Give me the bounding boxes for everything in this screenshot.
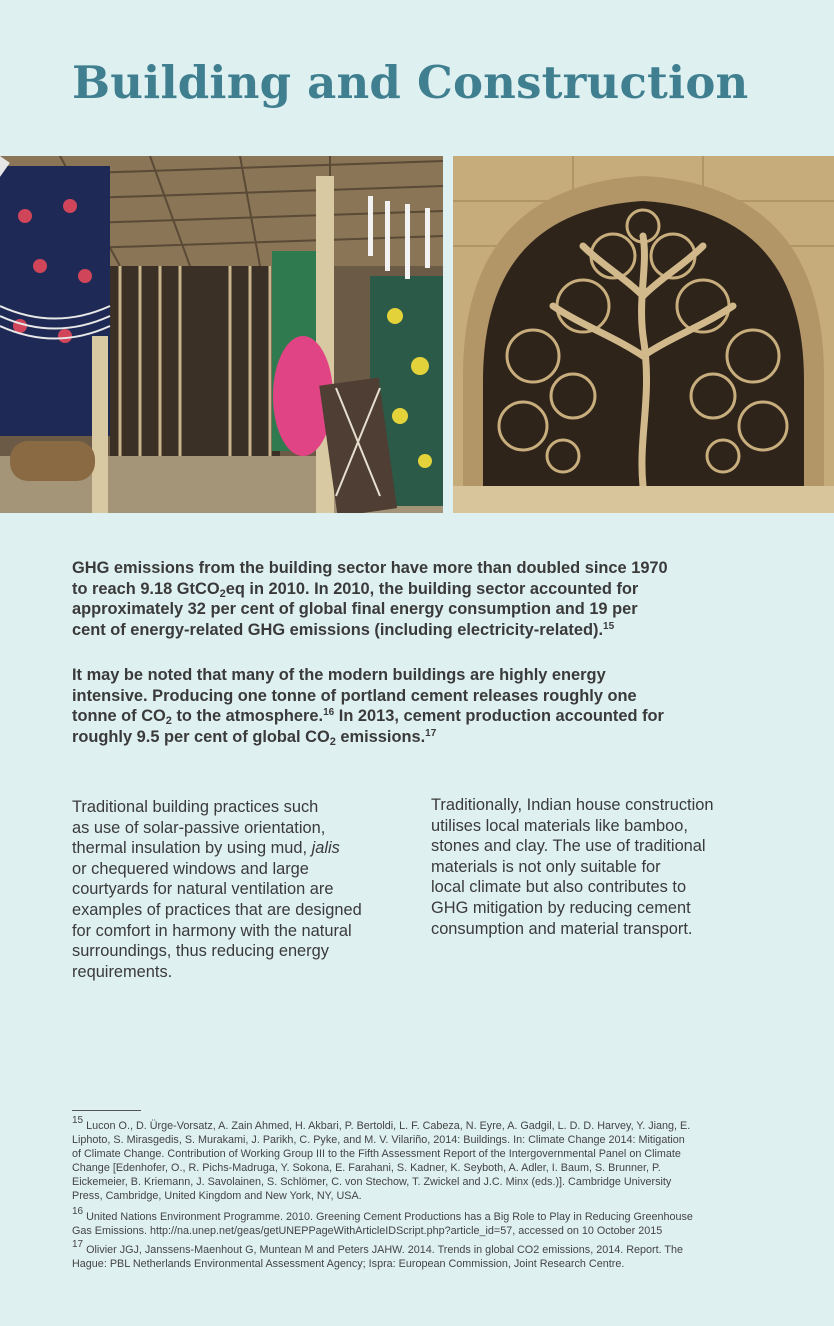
jalis-term: jalis	[311, 839, 340, 858]
traditional-practices-paragraph	[72, 797, 412, 982]
footnote-line: Eickemeier, B. Kriemann, J. Savolainen, S. Schlömer, C. von Stechow, T. Zwickel and J.C. Minx (eds.)]. Cambridge University	[72, 1175, 672, 1188]
footnote-16	[72, 1206, 772, 1239]
body-line: Traditionally, Indian house construction	[431, 796, 714, 814]
body-line: surroundings, thus reducing energy	[72, 942, 329, 961]
footnote-divider	[72, 1110, 141, 1111]
footnote-ref-16: 16	[323, 707, 335, 719]
lead-paragraph-cement	[72, 665, 772, 747]
body-line: examples of practices that are designed	[72, 900, 362, 919]
lead-text: to reach 9.18 GtCO	[72, 579, 220, 598]
subscript: 2	[219, 587, 226, 600]
body-line: for comfort in harmony with the natural	[72, 921, 352, 940]
footnote-ref-17: 17	[425, 727, 437, 739]
footnote-line: of Climate Change. Contribution of Working Group III to the Fifth Assessment Report of the Intergovernmental Panel on Climate	[72, 1147, 681, 1160]
lead-text: tonne of CO	[72, 707, 166, 726]
indian-construction-paragraph	[431, 795, 771, 939]
lead-text: to the atmosphere.	[171, 707, 324, 726]
footnote-line: Gas Emissions. http://na.unep.net/geas/getUNEPPageWithArticleIDScript.php?article_id=57, accessed on 10 October 2015	[72, 1224, 663, 1237]
footnote-number: 16	[72, 1206, 84, 1217]
body-text: thermal insulation by using mud,	[72, 839, 312, 858]
footnote-text: Lucon O., D. Ürge-Vorsatz, A. Zain Ahmed, H. Akbari, P. Bertoldi, L. F. Cabeza, N. Eyre, A. Gadgil, L. D. D. Harvey, Y. Jiang, E.	[83, 1120, 691, 1132]
body-line: requirements.	[72, 962, 173, 981]
stone-jali-window-photo	[453, 156, 834, 513]
body-line: consumption and material transport.	[431, 919, 693, 938]
footnote-text: Olivier JGJ, Janssens-Maenhout G, Muntean M and Peters JAHW. 2014. Trends in global CO2 emissions, 2014. Report. The	[83, 1244, 684, 1256]
lead-text: cent of energy-related GHG emissions (including electricity-related).	[72, 620, 604, 639]
lead-text: It may be noted that many of the modern buildings are highly energy	[72, 666, 606, 684]
footnote-ref-15: 15	[603, 620, 615, 632]
footnote-number: 15	[72, 1115, 84, 1126]
bamboo-hut-textiles-photo	[0, 156, 443, 513]
body-line: local climate but also contributes to	[431, 878, 687, 897]
footnote-number: 17	[72, 1239, 84, 1250]
footnote-text: United Nations Environment Programme. 2010. Greening Cement Productions has a Big Role to Play in Reducing Greenhouse	[83, 1211, 693, 1223]
lead-text: In 2013, cement production accounted for	[334, 707, 664, 726]
bamboo-hut-illustration	[0, 156, 443, 513]
footnote-17	[72, 1239, 772, 1272]
lead-text: GHG emissions from the building sector have more than doubled since 1970	[72, 559, 668, 577]
footnote-line: Hague: PBL Netherlands Environmental Assessment Agency; Ispra: European Commission, Joint Research Centre.	[72, 1257, 625, 1270]
body-line: courtyards for natural ventilation are	[72, 880, 334, 899]
body-line: utilises local materials like bamboo,	[431, 816, 688, 835]
subscript: 2	[165, 715, 172, 728]
footnote-line: Liphoto, S. Mirasgedis, S. Murakami, J. Parikh, C. Pyke, and M. V. Vilariño, 2014: Buildings. In: Climate Change 2014: Mitigation	[72, 1133, 685, 1146]
lead-text: emissions.	[335, 727, 426, 746]
lead-text: eq in 2010. In 2010, the building sector accounted for	[225, 579, 639, 598]
footnote-15	[72, 1115, 772, 1203]
lead-text: intensive. Producing one tonne of portland cement releases roughly one	[72, 686, 637, 705]
body-line: or chequered windows and large	[72, 859, 309, 878]
lead-text: approximately 32 per cent of global final energy consumption and 19 per	[72, 600, 638, 619]
body-line: as use of solar-passive orientation,	[72, 818, 326, 837]
subscript: 2	[329, 735, 336, 748]
body-line: stones and clay. The use of traditional	[431, 837, 706, 856]
footnote-line: Press, Cambridge, United Kingdom and New York, NY, USA.	[72, 1189, 362, 1202]
page-title: Building and Construction	[72, 56, 749, 109]
stone-jali-illustration	[453, 156, 834, 513]
body-line: GHG mitigation by reducing cement	[431, 898, 691, 917]
lead-text: roughly 9.5 per cent of global CO	[72, 727, 330, 746]
body-line: Traditional building practices such	[72, 798, 319, 816]
footnote-line: Change [Edenhofer, O., R. Pichs-Madruga, Y. Sokona, E. Farahani, S. Kadner, K. Seyboth, A. Adler, I. Baum, S. Brunner, P.	[72, 1161, 661, 1174]
lead-paragraph-emissions	[72, 558, 772, 640]
body-line: materials is not only suitable for	[431, 857, 661, 876]
